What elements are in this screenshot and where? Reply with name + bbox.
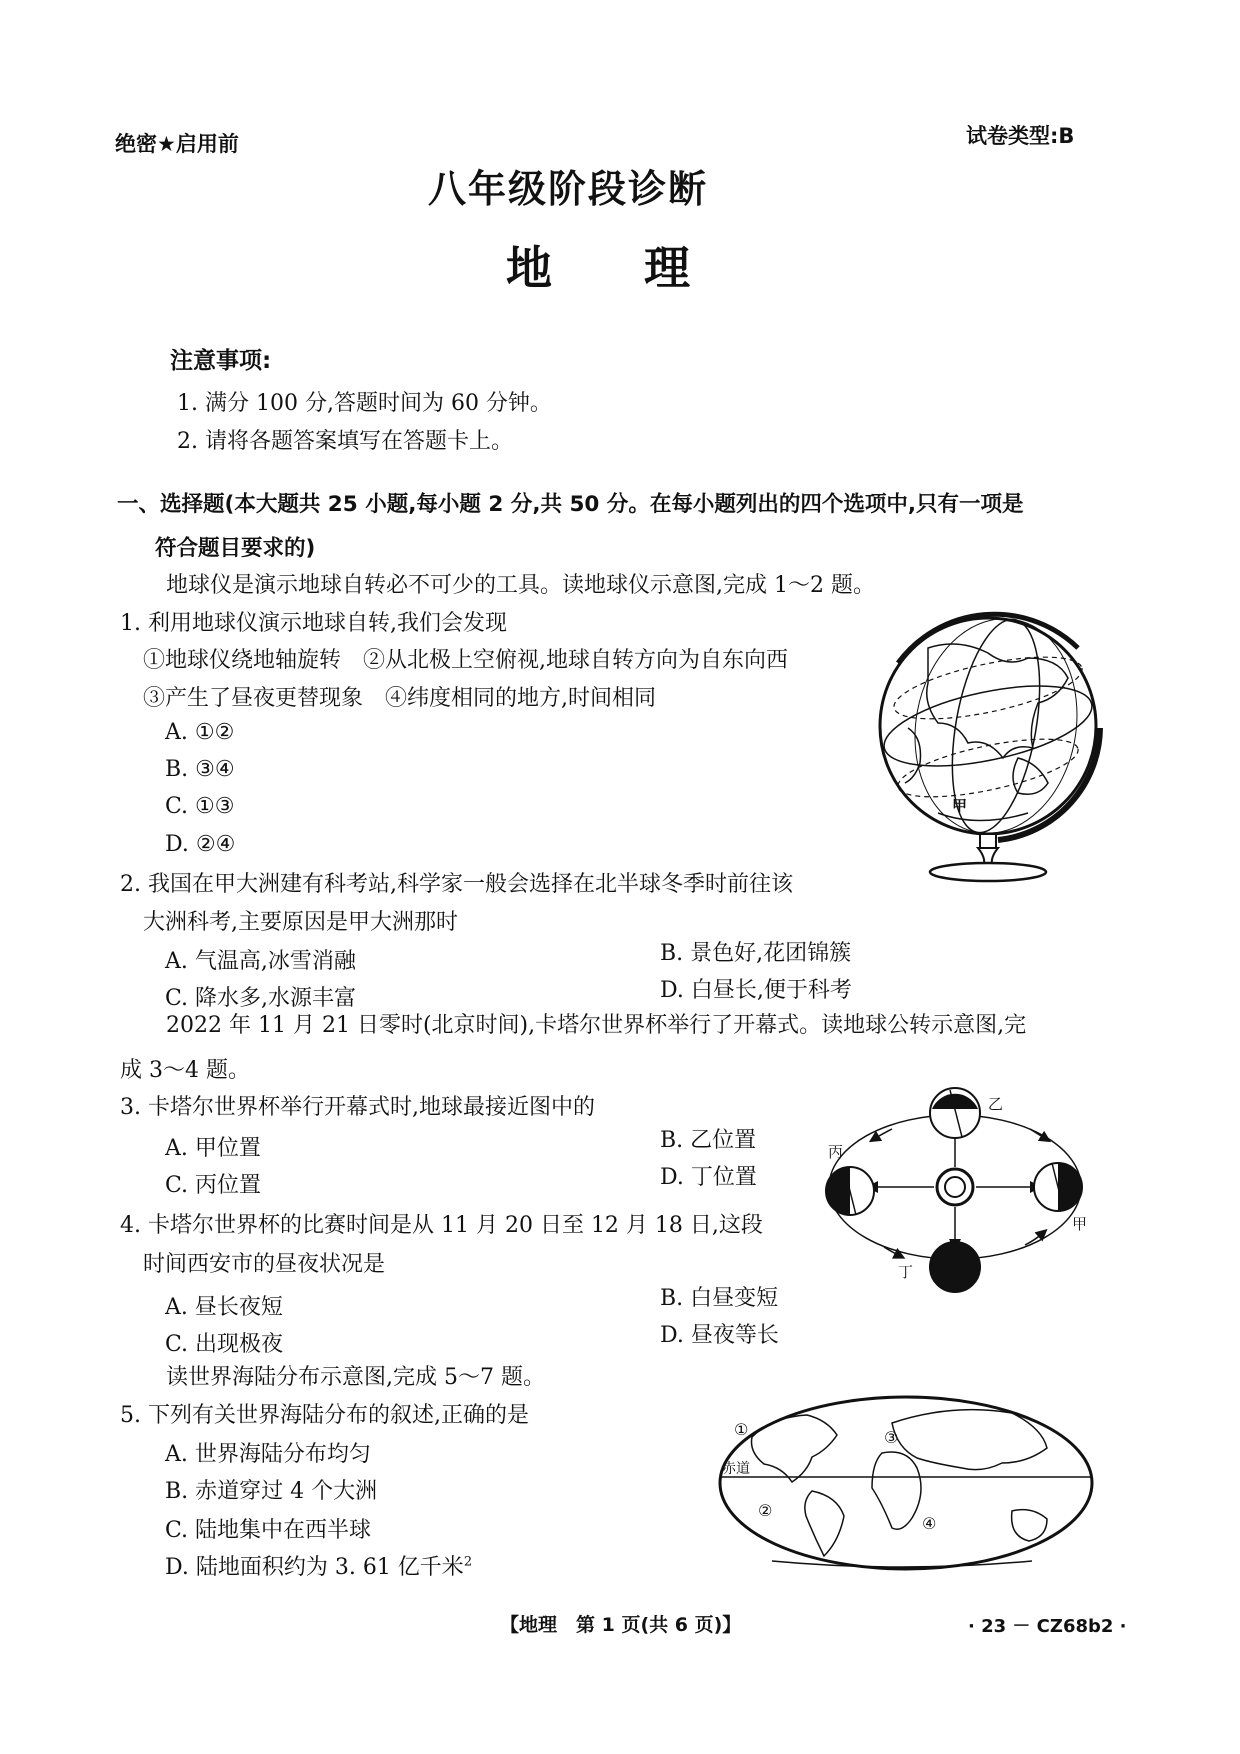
notice-item: 1. 满分 100 分,答题时间为 60 分钟。 bbox=[177, 391, 552, 416]
intro-text: 读世界海陆分布示意图,完成 5～7 题。 bbox=[166, 1365, 545, 1390]
option-c: C. 降水多,水源丰富 bbox=[165, 986, 357, 1011]
intro-text: 2022 年 11 月 21 日零时(北京时间),卡塔尔世界杯举行了开幕式。读地球公转示意图,完 bbox=[166, 1013, 1027, 1038]
question-stem-cont: 大洲科考,主要原因是甲大洲那时 bbox=[143, 910, 458, 935]
section-heading-cont: 符合题目要求的) bbox=[155, 536, 316, 561]
map-outline bbox=[720, 1397, 1092, 1569]
section-heading: 一、选择题(本大题共 25 小题,每小题 2 分,共 50 分。在每小题列出的四个选项中,只有一项是 bbox=[117, 492, 1024, 517]
earth-jia bbox=[1034, 1163, 1082, 1211]
map-label-2: ② bbox=[758, 1501, 773, 1520]
option-a: A. ①② bbox=[165, 720, 235, 745]
globe-sphere bbox=[880, 618, 1096, 834]
globe-label-jia: 甲 bbox=[952, 797, 968, 815]
earth-yi bbox=[930, 1088, 980, 1138]
world-map-figure bbox=[712, 1393, 1100, 1573]
option-a: A. 昼长夜短 bbox=[165, 1295, 283, 1320]
option-c: C. 出现极夜 bbox=[165, 1332, 284, 1357]
question-stem: 3. 卡塔尔世界杯举行开幕式时,地球最接近图中的 bbox=[120, 1095, 595, 1120]
orbit-label-bing: 丙 bbox=[828, 1143, 844, 1161]
option-a: A. 甲位置 bbox=[165, 1136, 261, 1161]
intro-text-cont: 成 3～4 题。 bbox=[120, 1058, 250, 1083]
question-stem: 1. 利用地球仪演示地球自转,我们会发现 bbox=[120, 611, 507, 636]
question-statements: ①地球仪绕地轴旋转 ②从北极上空俯视,地球自转方向为自东向西 bbox=[143, 648, 788, 673]
page-footer: 【地理 第 1 页(共 6 页)】 bbox=[500, 1614, 742, 1636]
question-stem: 2. 我国在甲大洲建有科考站,科学家一般会选择在北半球冬季时前往该 bbox=[120, 872, 793, 897]
option-a: A. 气温高,冰雪消融 bbox=[165, 949, 356, 974]
question-stem: 5. 下列有关世界海陆分布的叙述,正确的是 bbox=[120, 1403, 529, 1428]
option-b: B. 景色好,花团锦簇 bbox=[660, 941, 852, 966]
earth-bing bbox=[826, 1167, 874, 1215]
question-stem-cont: 时间西安市的昼夜状况是 bbox=[143, 1252, 386, 1277]
option-d: D. 丁位置 bbox=[660, 1165, 757, 1190]
secret-label: 绝密★启用前 bbox=[115, 132, 239, 156]
paper-code: · 23 － CZ68b2 · bbox=[968, 1616, 1127, 1637]
subject-title: 地 理 bbox=[506, 241, 690, 295]
option-d-sup: 2 bbox=[463, 1554, 473, 1570]
page-title: 八年级阶段诊断 bbox=[428, 167, 709, 211]
option-c: C. 丙位置 bbox=[165, 1173, 262, 1198]
map-label-3: ③ bbox=[884, 1428, 899, 1447]
question-stem: 4. 卡塔尔世界杯的比赛时间是从 11 月 20 日至 12 月 18 日,这段 bbox=[120, 1213, 763, 1238]
option-a: A. 世界海陆分布均匀 bbox=[165, 1442, 371, 1467]
option-d-text: D. 陆地面积约为 3. 61 亿千米 bbox=[165, 1555, 464, 1580]
orbit-label-jia: 甲 bbox=[1072, 1215, 1088, 1233]
option-d: D. 白昼长,便于科考 bbox=[660, 978, 852, 1003]
option-d bbox=[165, 1550, 472, 1581]
option-c: C. 陆地集中在西半球 bbox=[165, 1518, 372, 1543]
intro-text: 地球仪是演示地球自转必不可少的工具。读地球仪示意图,完成 1～2 题。 bbox=[166, 573, 875, 598]
equator-label: 赤道 bbox=[722, 1461, 750, 1477]
option-b: B. 赤道穿过 4 个大洲 bbox=[165, 1479, 378, 1504]
orbit-label-yi: 乙 bbox=[988, 1095, 1004, 1113]
map-label-4: ④ bbox=[922, 1514, 937, 1533]
earth-ding bbox=[930, 1242, 980, 1292]
option-b: B. ③④ bbox=[165, 757, 235, 782]
notice-heading: 注意事项: bbox=[170, 348, 272, 374]
paper-type: 试卷类型:B bbox=[966, 124, 1075, 148]
option-c: C. ①③ bbox=[165, 794, 235, 819]
option-d: D. ②④ bbox=[165, 832, 236, 857]
orbit-figure bbox=[800, 1085, 1110, 1295]
option-b: B. 白昼变短 bbox=[660, 1286, 779, 1311]
map-label-1: ① bbox=[734, 1420, 749, 1439]
option-b: B. 乙位置 bbox=[660, 1128, 757, 1153]
question-statements: ③产生了昼夜更替现象 ④纬度相同的地方,时间相同 bbox=[143, 686, 656, 711]
option-d: D. 昼夜等长 bbox=[660, 1323, 779, 1348]
orbit-label-ding: 丁 bbox=[898, 1263, 914, 1281]
notice-item: 2. 请将各题答案填写在答题卡上。 bbox=[177, 429, 513, 454]
globe-figure bbox=[868, 608, 1110, 884]
